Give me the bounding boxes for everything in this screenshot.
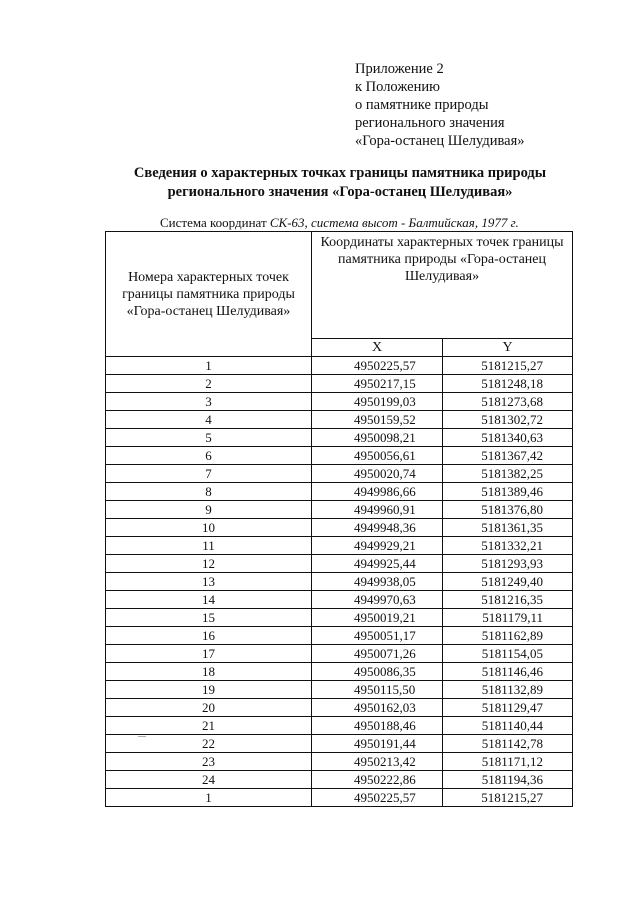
point-number-cell: 19 — [106, 681, 312, 699]
table-row — [106, 357, 573, 375]
y-coordinate-cell: 5181249,40 — [443, 573, 573, 591]
document-title — [60, 164, 620, 202]
y-coordinate-cell: 5181154,05 — [443, 645, 573, 663]
table-row — [106, 681, 573, 699]
point-number-cell: 24 — [106, 771, 312, 789]
point-number-cell: 10 — [106, 519, 312, 537]
x-coordinate-cell: 4950056,61 — [312, 447, 443, 465]
point-number-cell: 1 — [106, 789, 312, 807]
table-row — [106, 717, 573, 735]
title-line-2: регионального значения «Гора-останец Шелудивая» — [167, 184, 513, 200]
table-row — [106, 375, 573, 393]
point-number-cell: 7 — [106, 465, 312, 483]
header-y: Y — [443, 339, 573, 357]
point-number-cell: 16 — [106, 627, 312, 645]
x-coordinate-cell: 4949938,05 — [312, 573, 443, 591]
point-number-cell: 3 — [106, 393, 312, 411]
x-coordinate-cell: 4950020,74 — [312, 465, 443, 483]
point-number-cell: 21 — [106, 717, 312, 735]
point-number-cell: 1 — [106, 357, 312, 375]
table-row — [106, 627, 573, 645]
point-number-cell: 5 — [106, 429, 312, 447]
x-coordinate-cell: 4950051,17 — [312, 627, 443, 645]
table-row — [106, 573, 573, 591]
point-number-cell: 18 — [106, 663, 312, 681]
y-coordinate-cell: 5181332,21 — [443, 537, 573, 555]
scan-speck: — — [138, 731, 146, 740]
table-row — [106, 429, 573, 447]
y-coordinate-cell: 5181142,78 — [443, 735, 573, 753]
y-coordinate-cell: 5181340,63 — [443, 429, 573, 447]
point-number-cell: 4 — [106, 411, 312, 429]
appendix-line: к Положению — [355, 79, 440, 95]
point-number-cell: 14 — [106, 591, 312, 609]
coordinate-system-prefix: Система координат — [160, 215, 270, 230]
y-coordinate-cell: 5181248,18 — [443, 375, 573, 393]
y-coordinate-cell: 5181140,44 — [443, 717, 573, 735]
y-coordinate-cell: 5181146,46 — [443, 663, 573, 681]
point-number-cell: 13 — [106, 573, 312, 591]
x-coordinate-cell: 4950086,35 — [312, 663, 443, 681]
y-coordinate-cell: 5181179,11 — [443, 609, 573, 627]
x-coordinate-cell: 4950222,86 — [312, 771, 443, 789]
coordinate-system-value: СК-63, система высот - Балтийская, 1977 г. — [269, 215, 519, 230]
appendix-line: регионального значения — [355, 115, 505, 131]
title-line-1: Сведения о характерных точках границы памятника природы — [133, 165, 547, 181]
y-coordinate-cell: 5181273,68 — [443, 393, 573, 411]
x-coordinate-cell: 4949960,91 — [312, 501, 443, 519]
x-coordinate-cell: 4950159,52 — [312, 411, 443, 429]
table-row — [106, 519, 573, 537]
y-coordinate-cell: 5181302,72 — [443, 411, 573, 429]
y-coordinate-cell: 5181361,35 — [443, 519, 573, 537]
y-coordinate-cell: 5181162,89 — [443, 627, 573, 645]
x-coordinate-cell: 4950199,03 — [312, 393, 443, 411]
table-row — [106, 609, 573, 627]
table-row — [106, 447, 573, 465]
x-coordinate-cell: 4950191,44 — [312, 735, 443, 753]
table-row — [106, 735, 573, 753]
x-coordinate-cell: 4950225,57 — [312, 789, 443, 807]
y-coordinate-cell: 5181216,35 — [443, 591, 573, 609]
appendix-block — [355, 60, 524, 150]
boundary-points-table — [105, 231, 573, 807]
y-coordinate-cell: 5181171,12 — [443, 753, 573, 771]
x-coordinate-cell: 4949948,36 — [312, 519, 443, 537]
table-row — [106, 663, 573, 681]
y-coordinate-cell: 5181132,89 — [443, 681, 573, 699]
x-coordinate-cell: 4949986,66 — [312, 483, 443, 501]
table-row — [106, 483, 573, 501]
table-row — [106, 393, 573, 411]
y-coordinate-cell: 5181215,27 — [443, 357, 573, 375]
x-coordinate-cell: 4949925,44 — [312, 555, 443, 573]
x-coordinate-cell: 4949970,63 — [312, 591, 443, 609]
y-coordinate-cell: 5181215,27 — [443, 789, 573, 807]
header-x: X — [312, 339, 443, 357]
table-row — [106, 789, 573, 807]
point-number-cell: 23 — [106, 753, 312, 771]
y-coordinate-cell: 5181293,93 — [443, 555, 573, 573]
point-number-cell: 11 — [106, 537, 312, 555]
table-row — [106, 753, 573, 771]
y-coordinate-cell: 5181129,47 — [443, 699, 573, 717]
x-coordinate-cell: 4950071,26 — [312, 645, 443, 663]
appendix-line: «Гора-останец Шелудивая» — [355, 133, 525, 149]
appendix-line: Приложение 2 — [355, 61, 444, 77]
y-coordinate-cell: 5181376,80 — [443, 501, 573, 519]
x-coordinate-cell: 4950115,50 — [312, 681, 443, 699]
table-row — [106, 537, 573, 555]
table-row — [106, 699, 573, 717]
table-body — [106, 357, 573, 807]
x-coordinate-cell: 4950162,03 — [312, 699, 443, 717]
table-row — [106, 501, 573, 519]
y-coordinate-cell: 5181382,25 — [443, 465, 573, 483]
x-coordinate-cell: 4950217,15 — [312, 375, 443, 393]
point-number-cell: 15 — [106, 609, 312, 627]
table-row — [106, 555, 573, 573]
x-coordinate-cell: 4950188,46 — [312, 717, 443, 735]
table-row — [106, 645, 573, 663]
x-coordinate-cell: 4950213,42 — [312, 753, 443, 771]
x-coordinate-cell: 4950019,21 — [312, 609, 443, 627]
header-coordinates: Координаты характерных точек границы памятника природы «Гора-останец Шелудивая» — [312, 232, 573, 339]
appendix-line: о памятнике природы — [355, 97, 489, 113]
table-row — [106, 465, 573, 483]
table-row — [106, 411, 573, 429]
y-coordinate-cell: 5181389,46 — [443, 483, 573, 501]
point-number-cell: 6 — [106, 447, 312, 465]
y-coordinate-cell: 5181194,36 — [443, 771, 573, 789]
point-number-cell: 9 — [106, 501, 312, 519]
point-number-cell: 17 — [106, 645, 312, 663]
point-number-cell: 20 — [106, 699, 312, 717]
x-coordinate-cell: 4950098,21 — [312, 429, 443, 447]
x-coordinate-cell: 4950225,57 — [312, 357, 443, 375]
point-number-cell: 22 — [106, 735, 312, 753]
table-row — [106, 771, 573, 789]
x-coordinate-cell: 4949929,21 — [312, 537, 443, 555]
coordinate-system-caption — [160, 215, 519, 231]
header-point-numbers: Номера характерных точек границы памятника природы «Гора-останец Шелудивая» — [106, 232, 312, 357]
y-coordinate-cell: 5181367,42 — [443, 447, 573, 465]
table-row — [106, 591, 573, 609]
point-number-cell: 12 — [106, 555, 312, 573]
point-number-cell: 8 — [106, 483, 312, 501]
point-number-cell: 2 — [106, 375, 312, 393]
